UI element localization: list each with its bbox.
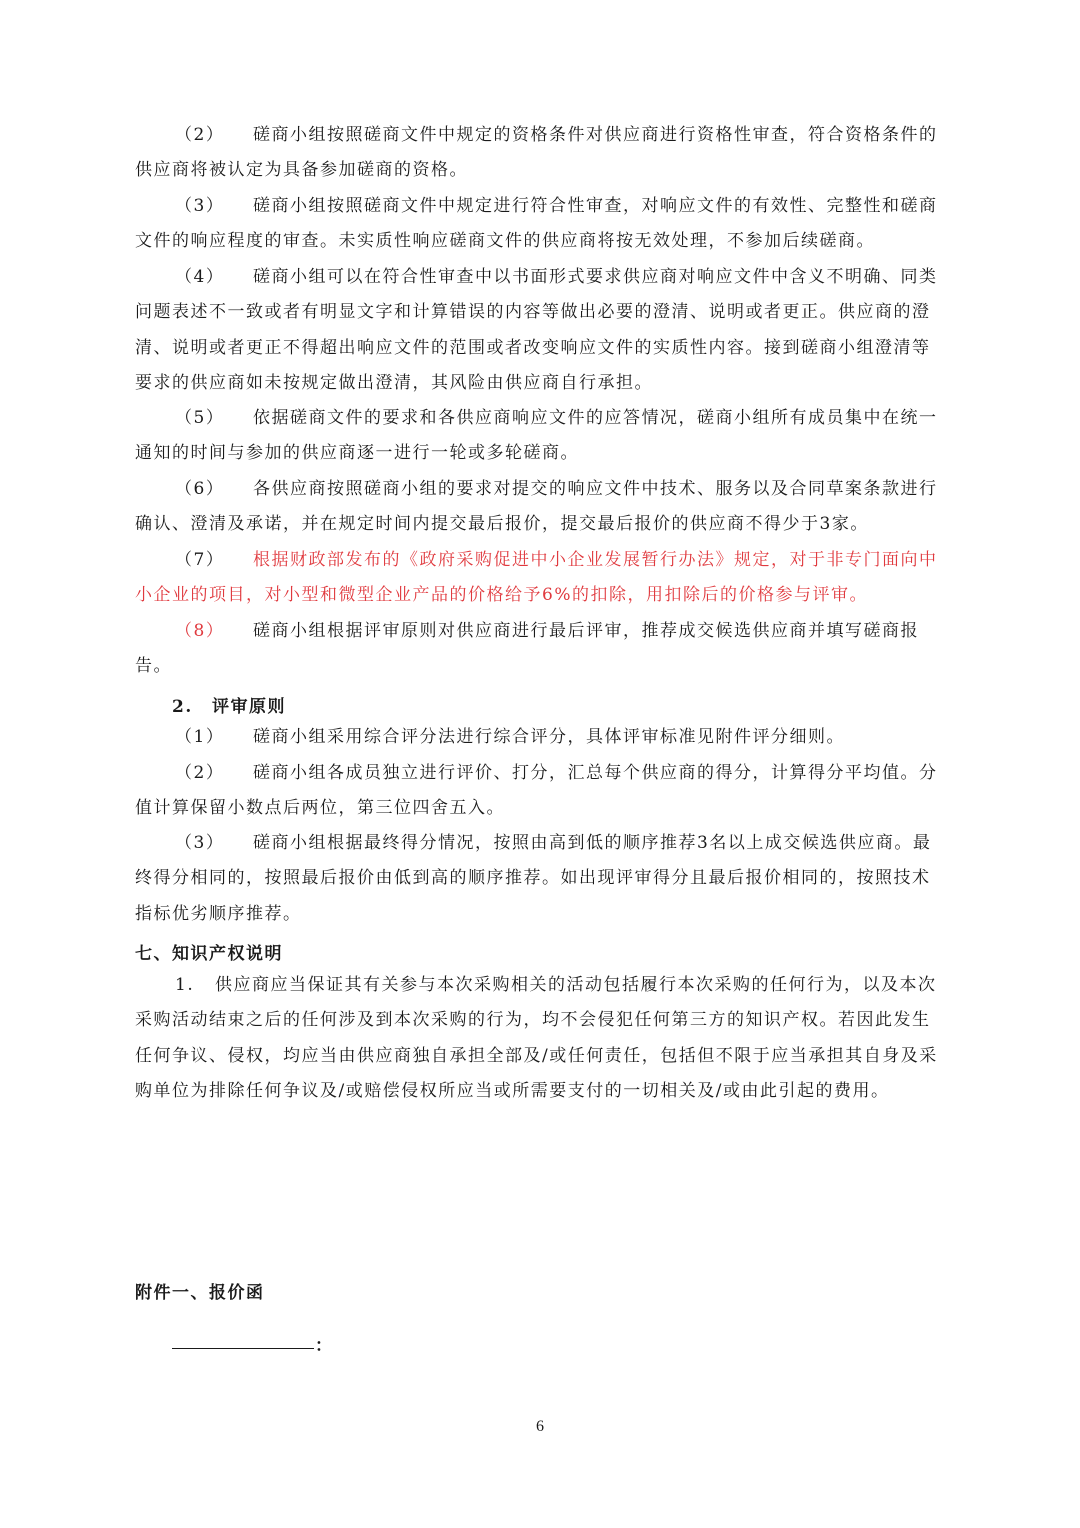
item-number: （8） bbox=[175, 621, 225, 641]
annex-title: 附件一、报价函 bbox=[135, 1283, 265, 1303]
addressee-colon: ： bbox=[315, 1336, 332, 1356]
item-8 bbox=[135, 614, 947, 685]
item-text: 依据磋商文件的要求和各供应商响应文件的应答情况，磋商小组所有成员集中在统一通知的时间与参加的供应商逐一进行一轮或多轮磋商。 bbox=[135, 408, 938, 464]
item-number: （4） bbox=[175, 267, 225, 287]
item-text: 各供应商按照磋商小组的要求对提交的响应文件中技术、服务以及合同草案条款进行确认、澄清及承诺，并在规定时间内提交最后报价，提交最后报价的供应商不得少于3家。 bbox=[135, 479, 938, 535]
item-text: 磋商小组各成员独立进行评价、打分，汇总每个供应商的得分，计算得分平均值。分值计算保留小数点后两位，第三位四舍五入。 bbox=[135, 763, 938, 819]
addressee-blank-line bbox=[172, 1348, 314, 1349]
section-heading-review-principles bbox=[172, 692, 286, 717]
review-item-1 bbox=[135, 720, 947, 755]
item-text-highlighted: 根据财政部发布的《政府采购促进中小企业发展暂行办法》规定，对于非专门面向中小企业的项目，对小型和微型企业产品的价格给予6%的扣除，用扣除后的价格参与评审。 bbox=[135, 550, 938, 606]
section-title: 评审原则 bbox=[212, 697, 286, 717]
item-3 bbox=[135, 189, 947, 260]
item-text: 磋商小组按照磋商文件中规定进行符合性审查，对响应文件的有效性、完整性和磋商文件的响应程度的审查。未实质性响应磋商文件的供应商将按无效处理，不参加后续磋商。 bbox=[135, 196, 938, 252]
item-6 bbox=[135, 472, 947, 543]
section-number: 2. bbox=[172, 697, 193, 717]
item-number: （6） bbox=[175, 479, 225, 499]
item-text: 供应商应当保证其有关参与本次采购相关的活动包括履行本次采购的任何行为，以及本次采购活动结束之后的任何涉及到本次采购的行为，均不会侵犯任何第三方的知识产权。若因此发生任何争议、侵权，均应当由供应商独自承担全部及/或任何责任，包括但不限于应当承担其自身及采购单位为排除任何争议及/或赔偿侵权所应当或所需要支付的一切相关及/或由此引起的费用。 bbox=[135, 975, 938, 1102]
item-number: （3） bbox=[175, 833, 225, 853]
item-5 bbox=[135, 401, 947, 472]
section-heading-ip: 七、知识产权说明 bbox=[135, 944, 283, 964]
ip-item-1 bbox=[135, 968, 947, 1110]
review-item-2 bbox=[135, 756, 947, 827]
item-number: 1. bbox=[175, 975, 195, 995]
item-text: 磋商小组可以在符合性审查中以书面形式要求供应商对响应文件中含义不明确、同类问题表述不一致或者有明显文字和计算错误的内容等做出必要的澄清、说明或者更正。供应商的澄清、说明或者更正不得超出响应文件的范围或者改变响应文件的实质性内容。接到磋商小组澄清等要求的供应商如未按规定做出澄清，其风险由供应商自行承担。 bbox=[135, 267, 938, 394]
item-number: （2） bbox=[175, 763, 225, 783]
item-number: （1） bbox=[175, 727, 225, 747]
item-number: （3） bbox=[175, 196, 225, 216]
item-2 bbox=[135, 118, 947, 189]
item-text: 磋商小组采用综合评分法进行综合评分，具体评审标准见附件评分细则。 bbox=[253, 727, 845, 747]
review-item-3 bbox=[135, 826, 947, 932]
item-number: （2） bbox=[175, 125, 225, 145]
item-4 bbox=[135, 260, 947, 402]
page-number: 6 bbox=[536, 1418, 544, 1435]
item-number: （5） bbox=[175, 408, 225, 428]
item-text: 磋商小组按照磋商文件中规定的资格条件对供应商进行资格性审查，符合资格条件的供应商将被认定为具备参加磋商的资格。 bbox=[135, 125, 938, 181]
item-text: 磋商小组根据评审原则对供应商进行最后评审，推荐成交候选供应商并填写磋商报告。 bbox=[135, 621, 919, 677]
item-text: 磋商小组根据最终得分情况，按照由高到低的顺序推荐3名以上成交候选供应商。最终得分相同的，按照最后报价由低到高的顺序推荐。如出现评审得分且最后报价相同的，按照技术指标优劣顺序推荐。 bbox=[135, 833, 932, 924]
item-number: （7） bbox=[175, 550, 225, 570]
item-7 bbox=[135, 543, 947, 614]
